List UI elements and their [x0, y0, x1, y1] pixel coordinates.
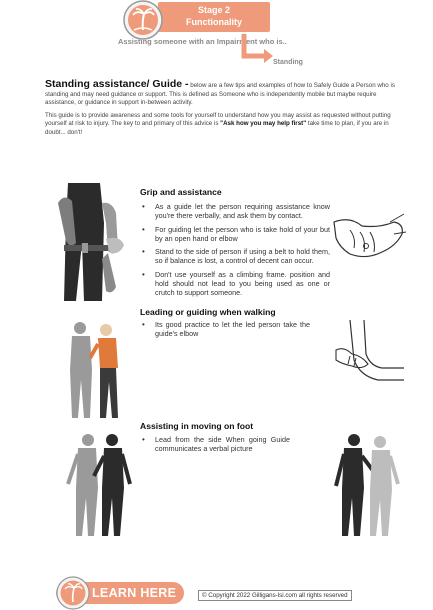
list-item: • Lead from the side When going Guide communicates a verbal picture [140, 435, 290, 454]
intro-title: Standing assistance/ Guide - [45, 78, 189, 90]
intro-p2-start: This guide is to provide awareness and some tools for yourself to understand how you may assist as requested without putting yourself at risk to injury. The key to and primary of this advice is [45, 111, 391, 128]
stage-label: Stage 2 [197, 5, 230, 15]
learn-here-label: LEARN HERE [92, 586, 177, 600]
open-hand-illustration [330, 212, 408, 268]
elbow-arrow-icon [240, 34, 276, 64]
palm-tree-logo-icon [118, 0, 168, 42]
grip-list [140, 202, 330, 302]
lead-list [140, 320, 310, 343]
intro-text [45, 80, 397, 142]
list-item: • As a guide let the person requiring assistance know you're there verbally, and ask them by contact. [140, 202, 330, 221]
list-item: • Don't use yourself as a climbing frame. position and hold should not lead to you being used as one or crutch to support someone. [140, 270, 330, 298]
functionality-label: Functionality [186, 17, 242, 27]
stage-banner [158, 2, 270, 32]
intro-p2-bold: "Ask how you may help first" [220, 120, 307, 128]
header-standing: Standing [273, 59, 303, 66]
move-heading: Assisting in moving on foot [140, 421, 254, 431]
list-item: • Stand to the side of person if using a belt to hold them, so if balance is lost, a control of decent can occur. [140, 247, 330, 266]
moving-pair-left-illustration [64, 432, 138, 538]
intro-lead: below are a few tips and examples of how to Safely Guide a Person who is standing and may need guidance or support. This is defined as Someone who is independently mobile but maybe require assistance, or guidance in support in-between activity. [45, 82, 395, 107]
belt-grip-illustration [58, 183, 138, 301]
lead-heading: Leading or guiding when walking [140, 307, 276, 317]
walking-pair-illustration [64, 320, 126, 420]
elbow-hold-illustration [330, 320, 408, 388]
grip-heading: Grip and assistance [140, 187, 222, 197]
header-subtitle: Assisting someone with an Impairment who is.. [118, 37, 287, 46]
copyright-notice: © Copyright 2022 Gilligans-lsi.com all rights reserved [198, 590, 352, 601]
move-list [140, 435, 290, 458]
moving-pair-right-illustration [330, 432, 404, 538]
intro-p2-end: take time to plan, if you are in doubt... don't! [45, 120, 389, 136]
palm-tree-logo-icon [56, 576, 90, 610]
list-item: • Its good practice to let the led person take the guide's elbow [140, 320, 310, 339]
list-item: • For guiding let the person who is take hold of your but by an open hand or elbow [140, 225, 330, 244]
